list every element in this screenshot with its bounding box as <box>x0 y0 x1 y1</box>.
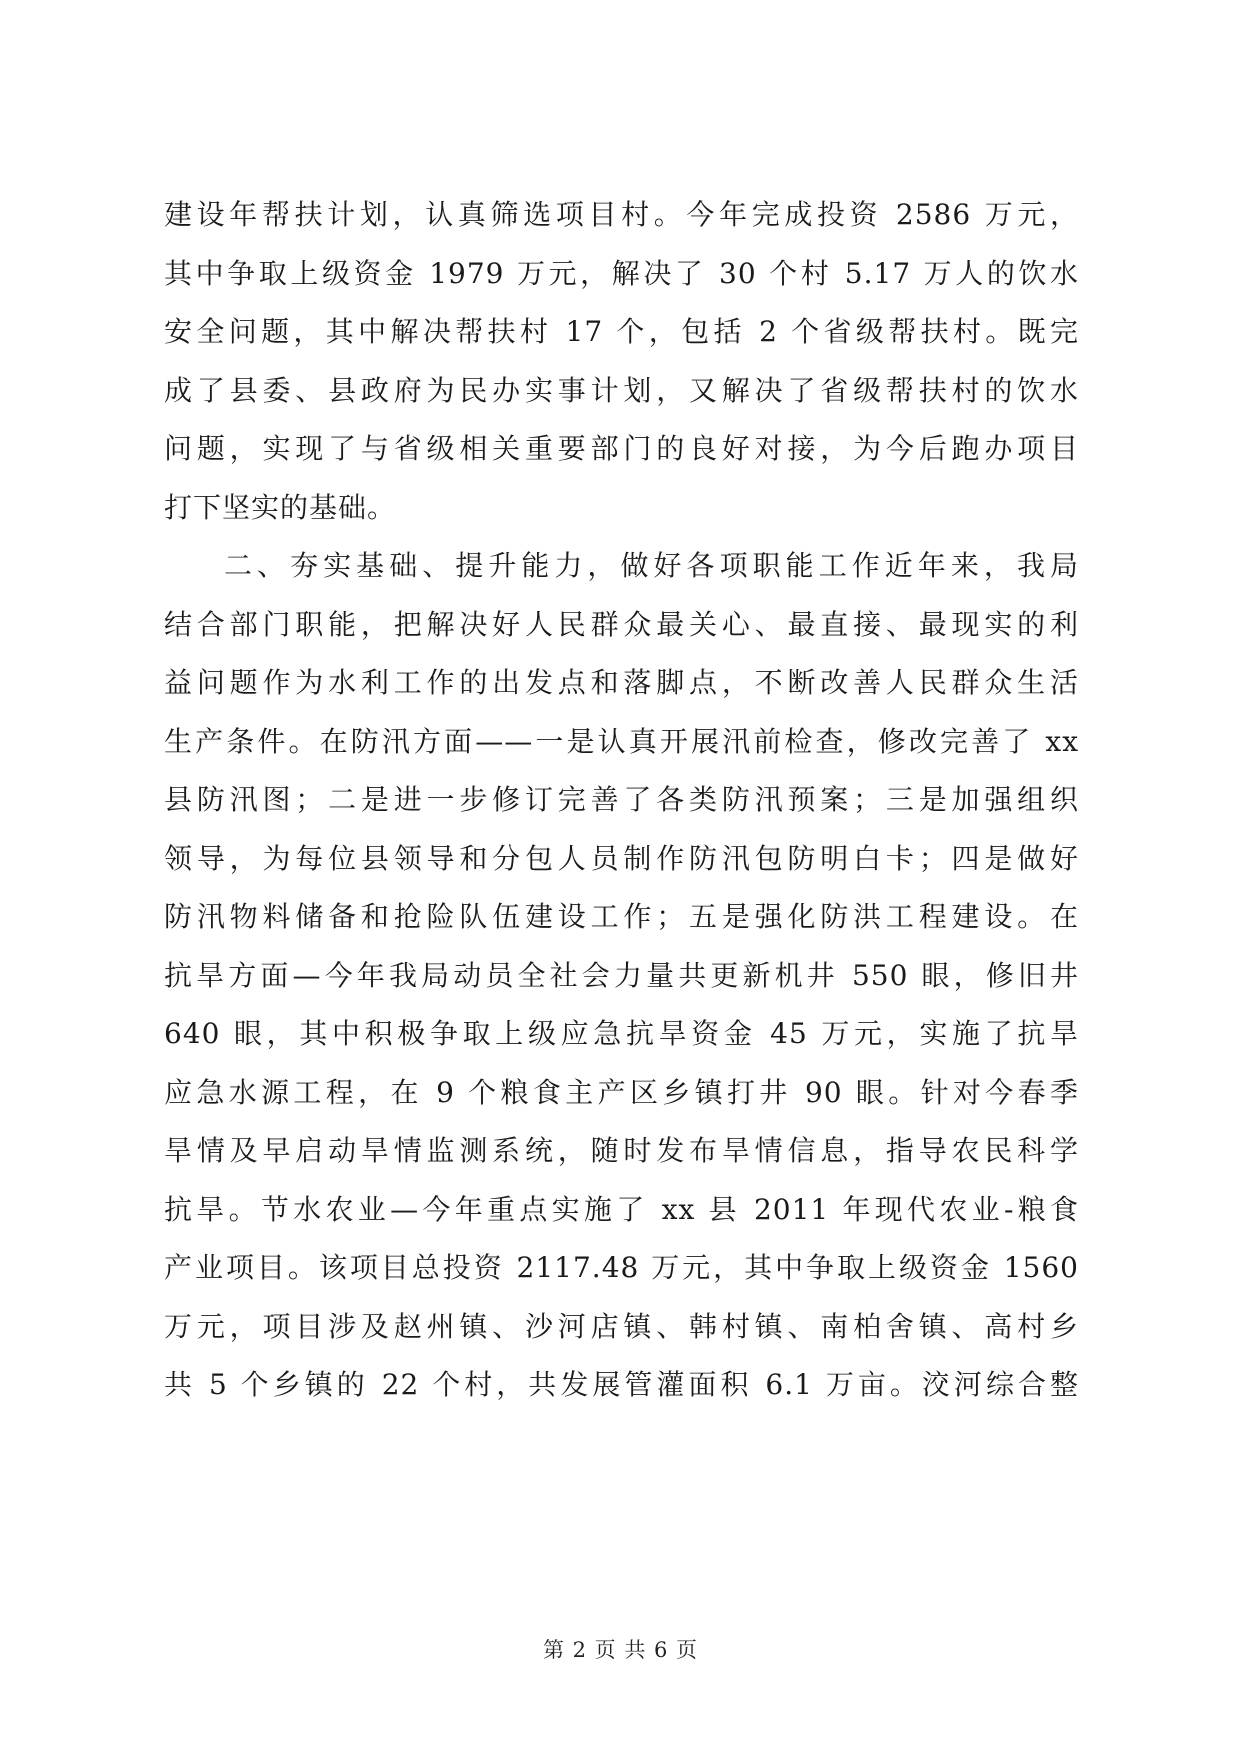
text-line: 县防汛图；二是进一步修订完善了各类防汛预案；三是加强组织 <box>164 783 1079 816</box>
text-line: 打下坚实的基础。 <box>164 490 397 524</box>
page-number-footer: 第 2 页 共 6 页 <box>542 1638 699 1662</box>
text-line: 防汛物料储备和抢险队伍建设工作；五是强化防洪工程建设。在 <box>164 900 1079 933</box>
text-line: 抗旱方面—今年我局动员全社会力量共更新机井 550 眼，修旧井 <box>164 958 1079 992</box>
text-line: 领导，为每位县领导和分包人员制作防汛包防明白卡；四是做好 <box>164 841 1079 875</box>
body-text <box>164 186 1079 1415</box>
text-line: 生产条件。在防汛方面——一是认真开展汛前检查，修改完善了 xx <box>164 724 1079 758</box>
text-line: 旱情及早启动旱情监测系统，随时发布旱情信息，指导农民科学 <box>164 1134 1079 1167</box>
text-line: 建设年帮扶计划，认真筛选项目村。今年完成投资 2586 万元， <box>164 198 1079 231</box>
text-line: 益问题作为水利工作的出发点和落脚点，不断改善人民群众生活 <box>164 666 1079 699</box>
text-line: 640 眼，其中积极争取上级应急抗旱资金 45 万元，实施了抗旱 <box>164 1017 1079 1050</box>
section-heading-line: 二、夯实基础、提升能力，做好各项职能工作近年来，我局 <box>224 549 1079 582</box>
text-line: 共 5 个乡镇的 22 个村，共发展管灌面积 6.1 万亩。洨河综合整 <box>164 1368 1079 1401</box>
text-line: 成了县委、县政府为民办实事计划，又解决了省级帮扶村的饮水 <box>164 373 1079 407</box>
text-line: 应急水源工程，在 9 个粮食主产区乡镇打井 90 眼。针对今春季 <box>164 1075 1079 1109</box>
text-line: 产业项目。该项目总投资 2117.48 万元，其中争取上级资金 1560 <box>164 1251 1079 1284</box>
text-line: 安全问题，其中解决帮扶村 17 个，包括 2 个省级帮扶村。既完 <box>164 315 1079 348</box>
text-line: 问题，实现了与省级相关重要部门的良好对接，为今后跑办项目 <box>164 432 1079 465</box>
text-line: 万元，项目涉及赵州镇、沙河店镇、韩村镇、南柏舍镇、高村乡 <box>164 1309 1079 1343</box>
text-line: 结合部门职能，把解决好人民群众最关心、最直接、最现实的利 <box>164 607 1079 641</box>
text-line: 抗旱。节水农业—今年重点实施了 xx 县 2011 年现代农业-粮食 <box>164 1192 1079 1226</box>
text-line: 其中争取上级资金 1979 万元，解决了 30 个村 5.17 万人的饮水 <box>164 256 1079 290</box>
